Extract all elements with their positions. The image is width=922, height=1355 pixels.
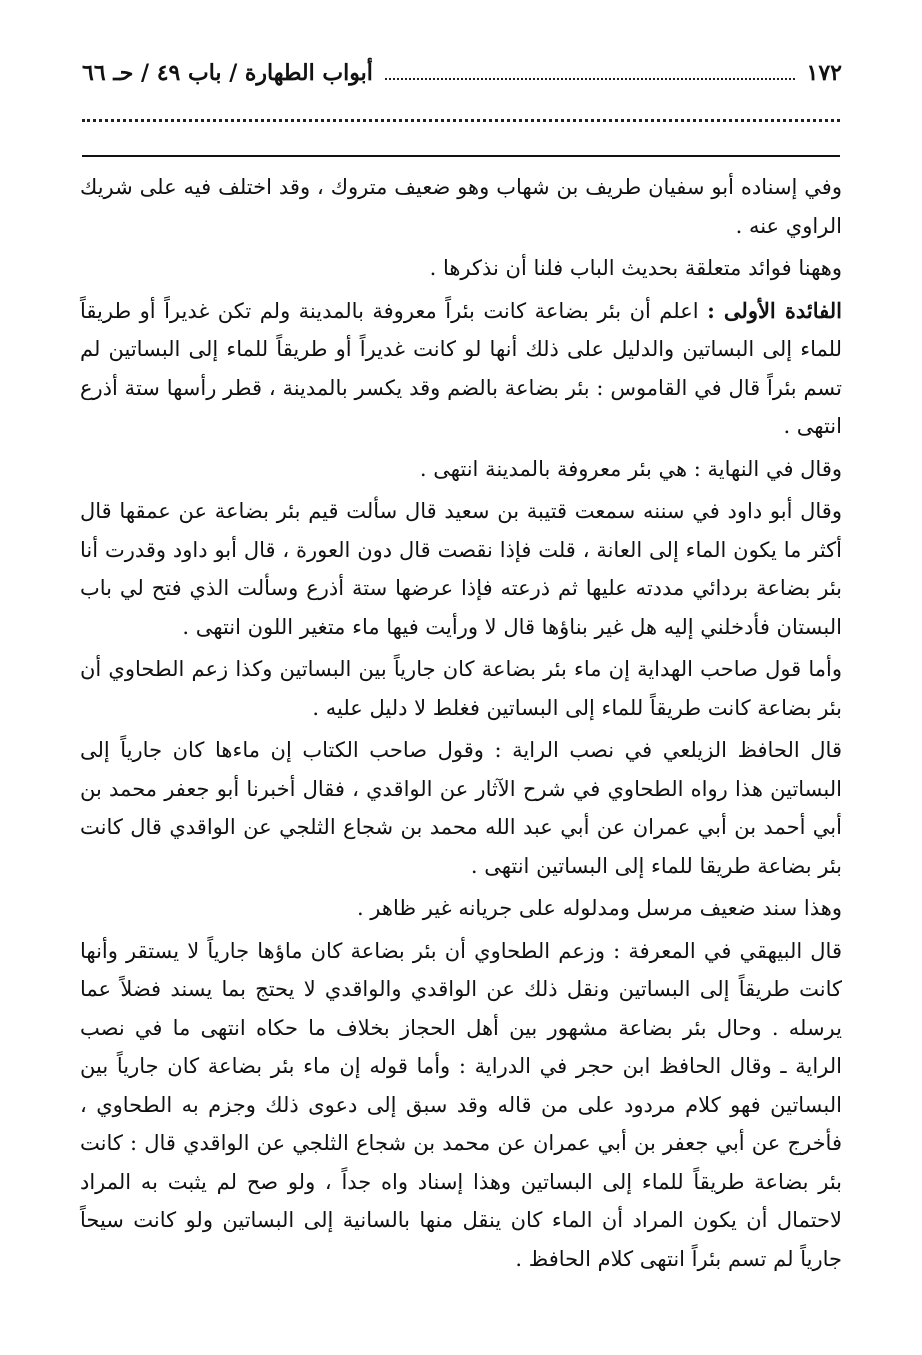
- paragraph-text: اعلم أن بئر بضاعة كانت بئراً معروفة بالمدينة ولم تكن غديراً أو طريقاً للماء إلى البساتين والدليل على ذلك أنها لو كانت غديراً أو طريقاً للماء إلى البساتين لم تسم بئراً قال في القاموس : بئر بضاعة بالضم وقد يكسر بالمدينة ، قطر رأسها ستة أذرع انتهى .: [80, 298, 842, 438]
- page-number: ١٧٢: [806, 60, 842, 86]
- paragraph-first-benefit: [80, 292, 842, 446]
- paragraph: قال البيهقي في المعرفة : وزعم الطحاوي أن بئر بضاعة كان ماؤها جارياً لا يستقر وأنها كانت طريقاً إلى البساتين ونقل ذلك عن الواقدي والواقدي لا يحتج بما يسند فضلاً عما يرسله . وحال بئر بضاعة مشهور بين أهل الحجاز بخلاف ما حكاه انتهى ما في نصب الراية ـ وقال الحافظ ابن حجر في الدراية : وأما قوله إن ماء بئر بضاعة كان جارياً بين البساتين فهو كلام مردود على من قاله وقد سبق إلى دعوى ذلك وجزم به الطحاوي ، فأخرج عن أبي جعفر بن أبي عمران عن محمد بن شجاع الثلجي عن الواقدي قال : كانت بئر بضاعة طريقاً للماء إلى البساتين وهذا إسناد واه جداً ، ولو صح لم يثبت به المراد لاحتمال أن يكون المراد أن الماء كان ينقل منها بالسانية إلى البساتين ولو كانت سيحاً جارياً لم تسم بئراً انتهى كلام الحافظ .: [80, 938, 842, 1271]
- paragraph: وههنا فوائد متعلقة بحديث الباب فلنا أن نذكرها .: [429, 256, 842, 280]
- first-benefit-label: الفائدة الأولى :: [707, 297, 842, 323]
- running-title: أبواب الطهارة / باب ٤٩ / حـ ٦٦: [82, 60, 373, 86]
- page-body: [80, 168, 842, 1282]
- paragraph: وقال أبو داود في سننه سمعت قتيبة بن سعيد قال سألت قيم بئر بضاعة عن عمقها قال أكثر ما يكون الماء إلى العانة ، قلت فإذا نقصت قال دون العورة ، قال أبو داود وقدرت أنا بئر بضاعة بردائي مددته عليها ثم ذرعته فإذا عرضها ستة أذرع وسألت الذي فتح لي باب البستان فأدخلني إليه هل غير بناؤها قال لا ورأيت فيها ماء متغير اللون انتهى .: [80, 499, 842, 639]
- dotted-separator: [82, 118, 840, 122]
- paragraph: وفي إسناده أبو سفيان طريف بن شهاب وهو ضعيف متروك ، وقد اختلف فيه على شريك الراوي عنه .: [80, 175, 842, 238]
- paragraph: قال الحافظ الزيلعي في نصب الراية : وقول صاحب الكتاب إن ماءها كان جارياً إلى البساتين هذا رواه الطحاوي في شرح الآثار عن الواقدي ، فقال أخبرنا أبو جعفر محمد بن أبي أحمد بن أبي عمران عن أبي عبد الله محمد بن شجاع الثلجي عن الواقدي قال كانت بئر بضاعة طريقا للماء إلى البساتين انتهى .: [80, 738, 842, 878]
- paragraph: وهذا سند ضعيف مرسل ومدلوله على جريانه غير ظاهر .: [356, 896, 842, 920]
- paragraph: وقال في النهاية : هي بئر معروفة بالمدينة انتهى .: [419, 456, 842, 481]
- header-rule: [82, 155, 840, 157]
- running-header: [82, 56, 842, 90]
- header-dotted-leader: [385, 66, 795, 80]
- paragraph: وأما قول صاحب الهداية إن ماء بئر بضاعة كان جارياً بين البساتين وكذا زعم الطحاوي أن بئر بضاعة كانت طريقاً للماء إلى البساتين فغلط لا دليل عليه .: [80, 657, 842, 720]
